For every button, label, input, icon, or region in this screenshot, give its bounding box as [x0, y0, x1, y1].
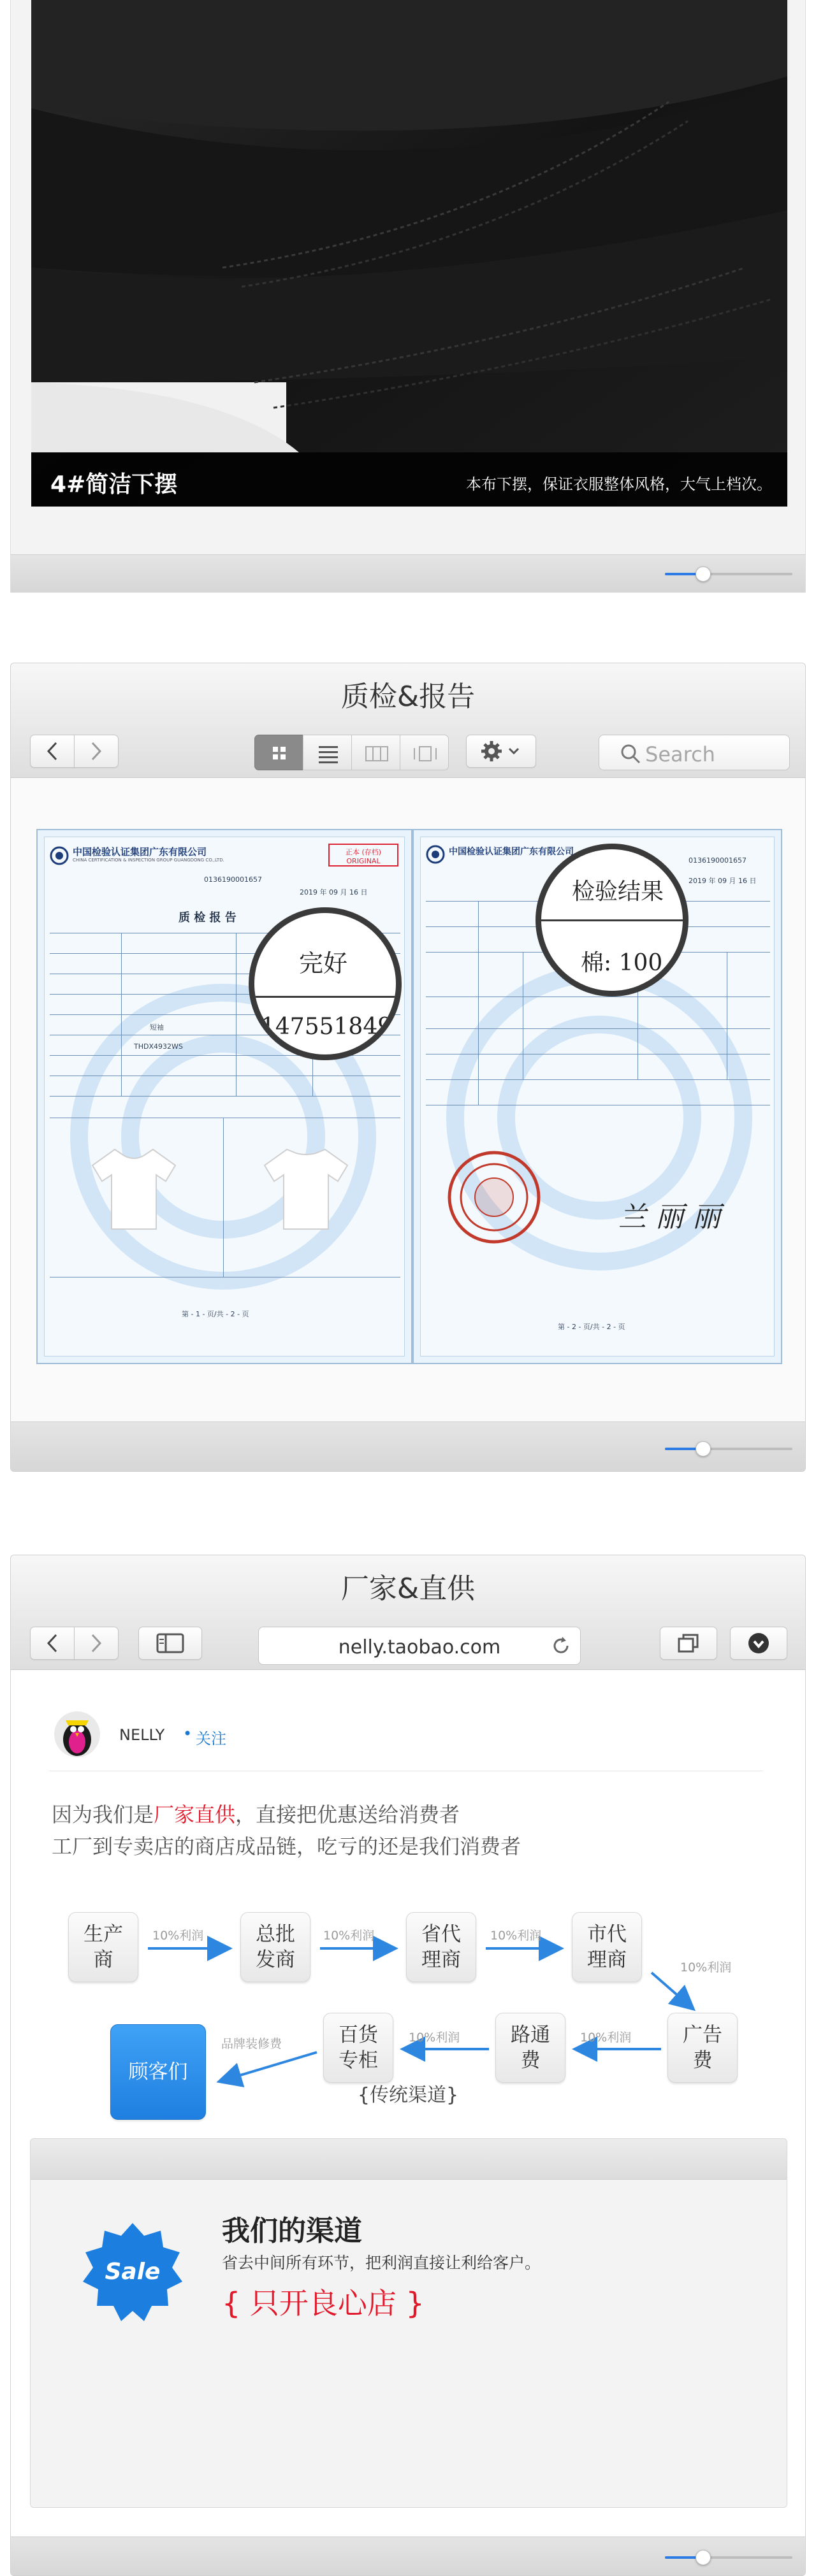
report-2-cert-number: 0136190001657 — [688, 856, 747, 865]
cert-number: 0136190001657 — [204, 875, 262, 884]
chevron-right-icon — [90, 1634, 103, 1653]
tabs-icon — [678, 1633, 699, 1653]
tshirt-back-image — [261, 1143, 351, 1232]
forward-button[interactable] — [74, 735, 119, 768]
window-title: 质检&报告 — [340, 680, 476, 713]
gear-icon — [479, 740, 523, 763]
magnified-cotton-content: 棉: 100 — [581, 950, 663, 976]
intro-highlight: 厂家直供 — [154, 1802, 236, 1827]
flow-dept-label: 百货专柜 — [339, 2024, 378, 2072]
our-channel-title: 我们的渠道 — [222, 2215, 362, 2247]
chevron-left-icon — [46, 1634, 59, 1653]
our-channel-slogan: { 只开良心店 } — [222, 2286, 425, 2321]
profit-label-1: 10%利润 — [152, 1929, 204, 1943]
sale-badge-text: Sale — [105, 2259, 161, 2285]
profit-label-4: 10%利润 — [680, 1961, 732, 1975]
reload-icon[interactable] — [551, 1636, 571, 1656]
avatar-penguin-icon — [54, 1711, 100, 1757]
chevron-left-icon — [46, 742, 59, 761]
zoom-slider-3[interactable] — [665, 2556, 792, 2559]
intro-line-2: 工厂到专卖店的商店成品链，吃亏的还是我们消费者 — [52, 1834, 521, 1859]
brand-fee-label: 品牌装修费 — [221, 2037, 282, 2051]
flow-arrows — [11, 1912, 806, 2103]
coverflow-icon — [400, 735, 449, 771]
grid-icon — [255, 735, 304, 771]
flow-wholesaler-label: 总批发商 — [256, 1923, 295, 1971]
magnified-condition-text: 完好 — [299, 949, 348, 977]
report-page-1-body — [44, 837, 405, 1356]
caption-description: 本布下摆，保证衣服整体风格，大气上档次。 — [466, 475, 772, 493]
sale-badge — [82, 2222, 184, 2324]
download-icon — [747, 1632, 770, 1655]
zoom-slider-2[interactable] — [665, 1448, 792, 1450]
profit-label-5: 10%利润 — [580, 2031, 632, 2045]
intro-text-a: 因为我们是 — [52, 1802, 154, 1827]
flow-ad-label: 广告费 — [683, 2024, 722, 2072]
browser-toolbar — [11, 1555, 805, 1670]
columns-icon — [352, 735, 401, 771]
magnified-result-title: 检验结果 — [572, 879, 664, 905]
avatar[interactable] — [54, 1711, 100, 1757]
slider-knob[interactable] — [696, 566, 711, 582]
cic-logo-icon-2 — [426, 845, 445, 864]
arrow-7 — [221, 2052, 317, 2081]
window-title-3: 厂家&直供 — [340, 1572, 476, 1605]
sidebar-icon — [156, 1633, 184, 1653]
report-2-date: 2019 年 09 月 16 日 — [688, 877, 757, 885]
inspection-seal-icon — [446, 1149, 542, 1245]
original-stamp: 正本 (存档) ORIGINAL — [328, 844, 398, 867]
browser-back-button[interactable] — [30, 1627, 75, 1660]
browser-forward-button[interactable] — [74, 1627, 119, 1660]
coverflow-view-button[interactable] — [400, 735, 449, 770]
flow-road-label: 路通费 — [511, 2024, 550, 2072]
report-area — [11, 778, 805, 1421]
report-2-org-name: 中国检验认证集团广东有限公司 — [449, 847, 574, 857]
window-footer — [11, 1421, 805, 1472]
list-icon — [303, 735, 353, 771]
settings-menu-button[interactable] — [466, 735, 536, 768]
product-detail-card — [10, 0, 806, 593]
flow-customer-label: 顾客们 — [128, 2061, 188, 2083]
grid-view-button[interactable] — [254, 735, 303, 770]
back-button[interactable] — [30, 735, 75, 768]
our-channel-panel — [30, 2138, 787, 2508]
window-toolbar — [11, 663, 805, 778]
report-date: 2019 年 09 月 16 日 — [300, 888, 368, 896]
profit-label-6: 10%利润 — [409, 2031, 460, 2045]
slider-knob-2[interactable] — [696, 1441, 711, 1457]
report-org-english: CHINA CERTIFICATION & INSPECTION GROUP GUANGDONG CO.,LTD. — [73, 858, 224, 863]
tabs-button[interactable] — [660, 1627, 717, 1660]
profit-label-2: 10%利润 — [323, 1929, 375, 1943]
hem-photo — [31, 0, 787, 507]
follow-button[interactable]: 关注 — [196, 1730, 226, 1748]
dot-separator: • — [183, 1725, 193, 1743]
caption-title: 4#简洁下摆 — [50, 471, 178, 498]
style-number: THDX4932WS — [134, 1042, 183, 1051]
report-doc-title: 质 检 报 告 — [178, 911, 237, 925]
window-footer-3 — [11, 2536, 805, 2576]
our-channel-subtitle: 省去中间所有环节，把利润直接让利给客户。 — [222, 2254, 541, 2272]
column-view-button[interactable] — [351, 735, 400, 770]
inspection-report-page-2[interactable] — [412, 829, 782, 1364]
traditional-channel-label: {传统渠道} — [357, 2084, 459, 2106]
sidebar-toggle-button[interactable] — [138, 1627, 202, 1660]
inspection-report-page-1[interactable] — [36, 829, 412, 1364]
profit-label-3: 10%利润 — [490, 1929, 542, 1943]
chevron-down-icon — [509, 749, 518, 753]
hem-fabric-image — [31, 0, 787, 507]
zoom-slider[interactable] — [665, 573, 792, 575]
arrow-4 — [652, 1973, 692, 2008]
tshirt-front-image — [89, 1143, 178, 1232]
report-2-page-number: 第 - 2 - 页/共 - 2 - 页 — [558, 1323, 625, 1331]
panel-header — [31, 2139, 787, 2180]
chevron-right-icon — [90, 742, 103, 761]
magnified-code-text: 147551849 — [261, 1014, 393, 1040]
address-url: nelly.taobao.com — [338, 1636, 501, 1659]
magnifier-result — [536, 844, 688, 997]
flow-province-label: 省代理商 — [421, 1923, 461, 1971]
magnifier-condition — [249, 907, 402, 1060]
report-page-number: 第 - 1 - 页/共 - 2 - 页 — [182, 1310, 249, 1318]
flow-producer-label: 生产商 — [84, 1923, 123, 1971]
inspector-signature: 兰 丽 丽 — [618, 1201, 720, 1234]
intro-line-1 — [52, 1799, 460, 1828]
report-page-2-body — [420, 837, 775, 1356]
cic-logo-icon — [50, 846, 69, 865]
flow-city-label: 市代理商 — [587, 1923, 627, 1971]
address-bar[interactable] — [258, 1627, 581, 1665]
search-icon — [620, 743, 641, 765]
sample-name: 短袖 — [150, 1023, 164, 1032]
caption-bar — [31, 452, 787, 507]
card-footer — [11, 554, 805, 593]
inspection-report-window — [10, 663, 806, 1472]
report-org-name: 中国检验认证集团广东有限公司 — [73, 846, 207, 858]
slider-knob-3[interactable] — [696, 2550, 711, 2565]
shop-nickname[interactable]: NELLY — [119, 1726, 165, 1744]
search-input[interactable] — [599, 735, 790, 770]
manufacturer-window — [10, 1555, 806, 2576]
search-placeholder: Search — [645, 742, 715, 766]
download-button[interactable] — [730, 1627, 787, 1660]
intro-text-b: ，直接把优惠送给消费者 — [235, 1802, 460, 1827]
list-view-button[interactable] — [303, 735, 352, 770]
